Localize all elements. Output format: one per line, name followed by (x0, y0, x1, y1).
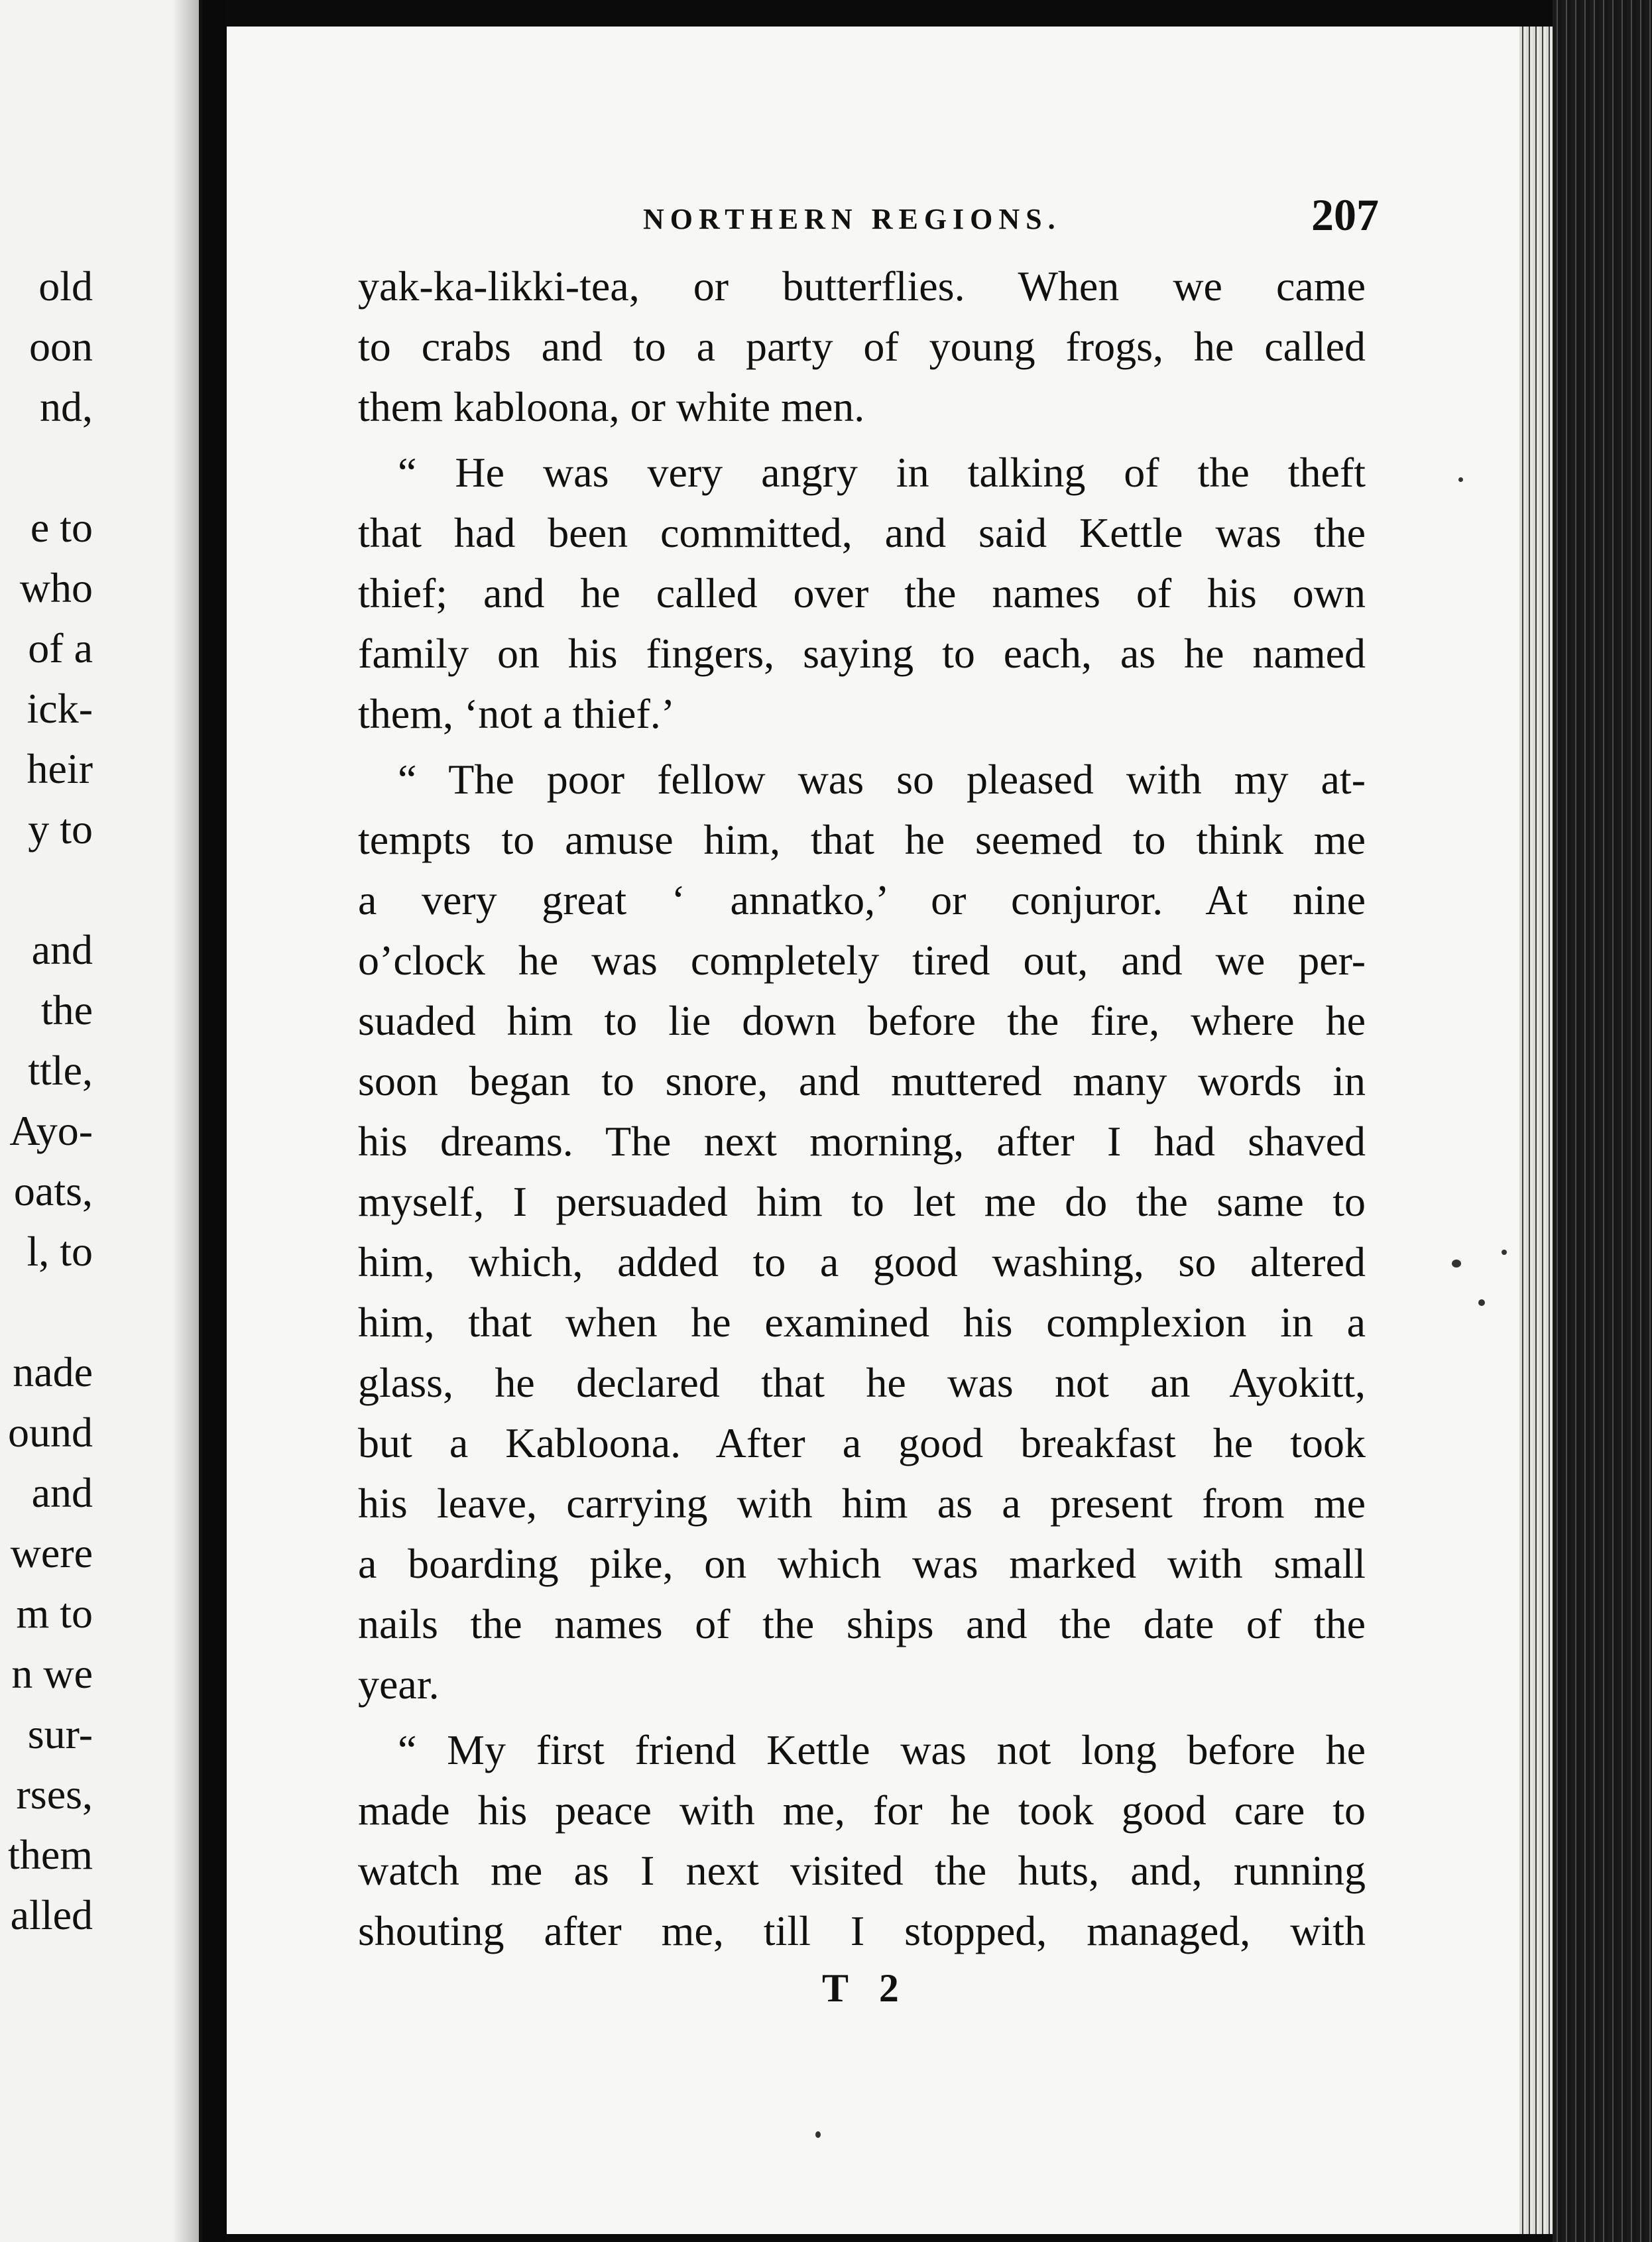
left-page-fragment: nade (13, 1348, 93, 1395)
ink-speck (815, 2131, 821, 2138)
left-facing-page (0, 0, 203, 2242)
left-page-fragment: alled (10, 1891, 93, 1938)
text-line: him, that when he examined his complexion in a (358, 1299, 1366, 1346)
text-line: made his peace with me, for he took good care to (358, 1787, 1366, 1834)
text-line: that had been committed, and said Kettle was the (358, 509, 1366, 556)
left-page-fragment: n we (11, 1650, 93, 1697)
text-line: o’clock he was completely tired out, and we per- (358, 937, 1366, 984)
running-title: NORTHERN REGIONS. (643, 203, 1061, 235)
left-page-fragment: oats, (13, 1167, 93, 1214)
text-line: a boarding pike, on which was marked with small (358, 1540, 1366, 1587)
text-line: his leave, carrying with him as a present from me (358, 1480, 1366, 1527)
book-gutter (203, 0, 227, 2242)
page-number: 207 (1311, 190, 1379, 240)
left-page-fragment: l, to (27, 1228, 93, 1275)
text-line: year. (358, 1661, 440, 1708)
text-line: shouting after me, till I stopped, managed, with (358, 1907, 1366, 1954)
left-page-fragment: and (31, 926, 93, 973)
left-page-fragment: heir (27, 745, 93, 792)
text-line: his dreams. The next morning, after I had shaved (358, 1118, 1366, 1165)
text-line: to crabs and to a party of young frogs, he called (358, 323, 1366, 370)
left-page-fragment: m to (16, 1590, 93, 1637)
left-page-fragment: oon (29, 323, 93, 370)
text-line: thief; and he called over the names of his own (358, 569, 1366, 617)
text-line: him, which, added to a good washing, so altered (358, 1238, 1366, 1285)
text-line: glass, he declared that he was not an Ayokitt, (358, 1359, 1366, 1406)
left-page-fragment: y to (28, 805, 93, 853)
ink-speck (1478, 1299, 1485, 1306)
left-page-fragment: ttle, (28, 1047, 93, 1094)
text-line: watch me as I next visited the huts, and, running (358, 1847, 1366, 1894)
text-line: nails the names of the ships and the date of the (358, 1600, 1366, 1647)
left-page-fragment: nd, (40, 383, 93, 430)
left-page-fragment: old (38, 263, 93, 310)
left-page-fragment: who (19, 564, 93, 611)
left-page-fragment: e to (30, 504, 93, 551)
text-line: myself, I persuaded him to let me do the same to (358, 1178, 1366, 1225)
left-page-fragment: and (31, 1469, 93, 1516)
left-page-fragment: sur- (27, 1710, 93, 1757)
left-page-fragment: were (10, 1529, 93, 1576)
ink-speck (1458, 477, 1463, 482)
text-line: tempts to amuse him, that he seemed to think me (358, 816, 1366, 863)
left-page-fragment: ound (8, 1409, 93, 1456)
text-line: suaded him to lie down before the fire, where he (358, 997, 1366, 1044)
ink-speck (1452, 1260, 1461, 1268)
text-line: “ The poor fellow was so pleased with my at- (398, 756, 1366, 803)
gutter-shadow (172, 0, 199, 2242)
text-line: but a Kabloona. After a good breakfast he took (358, 1419, 1366, 1466)
left-page-fragment: the (40, 986, 93, 1033)
text-line: soon began to snore, and muttered many words in (358, 1057, 1366, 1104)
running-head (411, 182, 1379, 255)
signature-mark: T 2 (822, 1966, 910, 2010)
outer-page-edges (1553, 0, 1652, 2242)
left-page-fragment: Ayo- (9, 1107, 93, 1154)
text-line: “ My first friend Kettle was not long before he (398, 1726, 1366, 1773)
text-line: them, ‘not a thief.’ (358, 690, 676, 737)
text-line: “ He was very angry in talking of the theft (398, 449, 1366, 496)
left-page-fragment: rses, (16, 1771, 93, 1818)
text-line: family on his fingers, saying to each, as he named (358, 630, 1366, 677)
left-page-fragment: ick- (27, 685, 93, 732)
ink-speck (1502, 1250, 1507, 1255)
text-line: yak-ka-likki-tea, or butterflies. When we came (358, 263, 1366, 310)
text-line: a very great ‘ annatko,’ or conjuror. At nine (358, 876, 1366, 923)
left-page-fragment: of a (28, 624, 93, 672)
page-edge-stack (1519, 27, 1553, 2234)
text-line: them kabloona, or white men. (358, 383, 865, 430)
left-page-fragment: them (8, 1831, 93, 1878)
